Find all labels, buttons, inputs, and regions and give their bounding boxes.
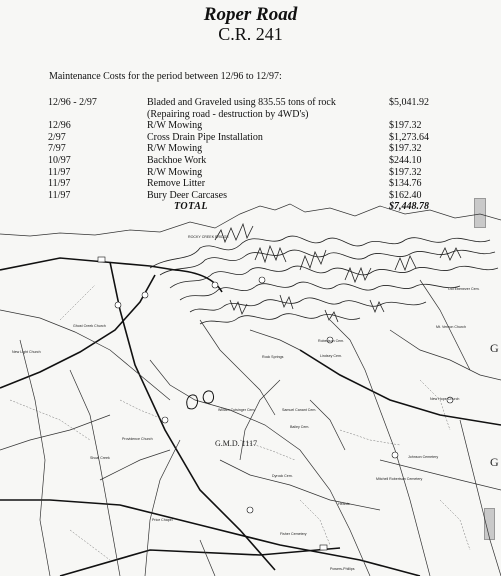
map-edge-letter: G: [490, 455, 499, 469]
road-map: [0, 200, 501, 576]
map-label-place: Powers-Phillips: [330, 567, 355, 571]
cost-description: R/W Mowing: [147, 120, 203, 132]
map-label-cemetery: Lindsey Cem.: [320, 354, 342, 358]
map-edge-letter: G: [490, 341, 499, 355]
map-label-cemetery: William Cutsinger Cem.: [218, 408, 256, 412]
cost-row: [48, 143, 468, 155]
cost-amount: $244.10: [389, 154, 422, 166]
cost-amount: $134.76: [389, 178, 422, 190]
map-label-cemetery: Mitchell Robertson Cemetery: [376, 477, 423, 481]
cost-amount: $197.32: [389, 120, 422, 132]
map-label-church: Providence Church: [122, 437, 153, 441]
map-label-place: Robertson Cem.: [318, 339, 345, 343]
total-amount: $7,448.78: [389, 201, 429, 213]
hand-marking: [187, 391, 214, 409]
cost-amount: $197.32: [389, 166, 422, 178]
cost-row: [48, 155, 468, 167]
map-label-place: Price Chapel: [152, 518, 173, 522]
map-label-church: Shoal Creek: [90, 456, 110, 460]
cost-row: [48, 132, 468, 144]
map-label-church: Ghost Creek Church: [73, 324, 106, 328]
map-label-cemetery: Samuel Canant Cem.: [282, 408, 317, 412]
map-label-bridge: ROCKY CREEK BRIDGE: [188, 235, 229, 239]
cost-date: 10/97: [48, 154, 71, 166]
cost-row: [48, 178, 468, 190]
lake-shoreline: [150, 224, 498, 324]
map-label-cemetery: Bailey Cem.: [290, 425, 310, 429]
cost-description: (Repairing road - destruction by 4WD's): [147, 108, 309, 120]
district-label: G.M.D. 1117: [215, 439, 258, 448]
cost-date: 11/97: [48, 178, 71, 190]
cost-description: Bladed and Graveled using 835.55 tons of rock: [147, 97, 336, 108]
cost-description: Backhoe Work: [147, 154, 207, 166]
page-title: Roper Road: [203, 4, 298, 25]
cost-description: R/W Mowing: [147, 166, 203, 178]
map-label-church: New Hope Church: [430, 397, 460, 401]
cost-row: [48, 167, 468, 179]
map-label-cemetery: Dyrock Cem.: [272, 474, 293, 478]
cost-description: Bury Deer Carcases: [147, 189, 227, 201]
cost-date: 2/97: [48, 131, 66, 143]
map-label-place: Heards: [338, 502, 350, 506]
cost-amount: $197.32: [389, 143, 422, 155]
cost-row: [48, 120, 468, 132]
cost-table: [48, 97, 468, 213]
map-label-place: Rock Springs: [262, 355, 284, 359]
cost-date: 7/97: [48, 143, 66, 155]
cost-amount: $162.40: [389, 189, 422, 201]
map-label-church: New Light Church: [12, 350, 41, 354]
cost-amount: $1,273.64: [389, 131, 429, 143]
total-label: TOTAL: [174, 201, 208, 213]
cost-date: 12/96 - 2/97: [48, 97, 97, 108]
cost-description: Cross Drain Pipe Installation: [147, 131, 263, 143]
cost-description: Remove Litter: [147, 178, 206, 190]
cost-date: 12/96: [48, 120, 71, 132]
map-label-place: Fisher Cemetery: [280, 532, 307, 536]
cost-row: [48, 109, 468, 121]
road-number: C.R. 241: [218, 24, 283, 44]
map-label-place: Old Ebenezer Cem.: [448, 287, 480, 291]
intro-text: Maintenance Costs for the period between 12/96 to 12/97:: [49, 71, 282, 82]
cost-description: R/W Mowing: [147, 143, 203, 155]
cost-amount: $5,041.92: [389, 97, 429, 108]
cost-date: 11/97: [48, 189, 71, 201]
map-label-cemetery: Johnson Cemetery: [408, 455, 439, 459]
cost-row: [48, 97, 468, 109]
map-label-church: Mt. Vernon Church: [436, 325, 466, 329]
cost-date: 11/97: [48, 166, 71, 178]
